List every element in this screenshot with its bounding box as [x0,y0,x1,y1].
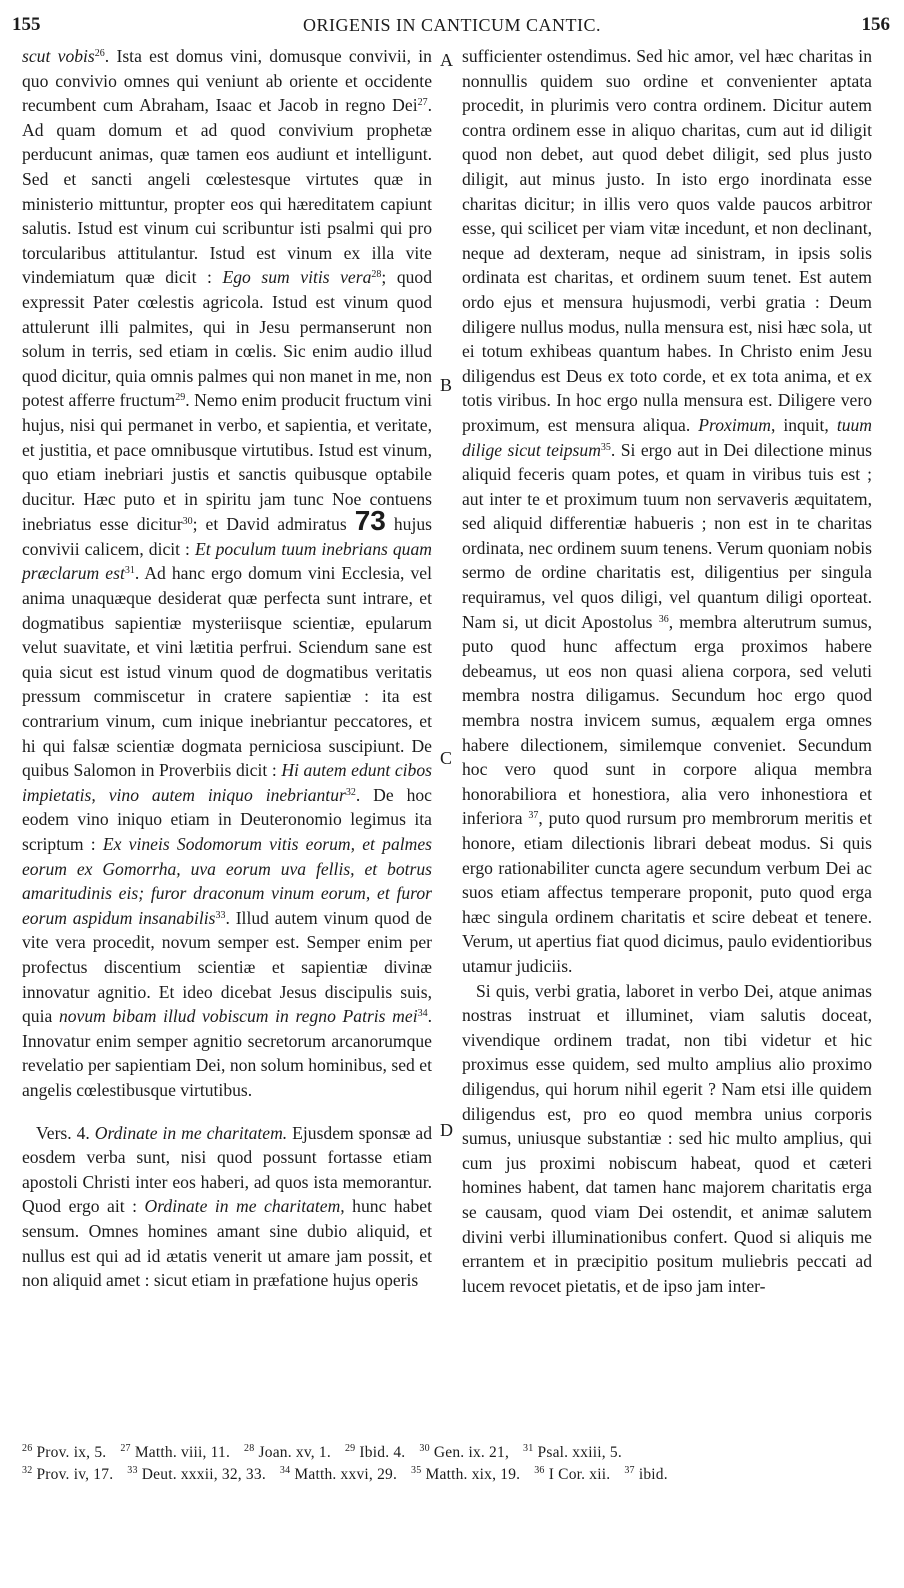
footnote-reference: Joan. xv, 1. [254,1444,331,1461]
left-column [22,44,432,1293]
footnote-number: 31 [523,1443,534,1454]
footnote [534,1466,610,1483]
right-column [462,44,872,1298]
page-header [10,14,894,40]
footnote-number: 36 [534,1465,545,1476]
footnote-number: 26 [22,1443,33,1454]
paragraph: scut vobis$^{26}$. Ista est domus vini, domusque convivii, in quo convivio omnes qui veniunt ab oriente et occidente recumbent cum Abraham, Isaac et Jacob in regno Dei$^{27}$. Ad quam domum et ad quod convivium prophetæ perducunt animas, quæ tamen eos audiunt et intelligunt. Sed et sancti angeli cœlestesque virtutes quæ in ministerio mittuntur, propter eos qui hæreditatem capiunt salutis. Istud est vinum cui scribuntur isti psalmi qui pro torcularibus attitulantur. Istud est vinum ex illa vite vindemiatum quæ dicit : Ego sum vitis vera$^{28}$; quod expressit Pater cœlestis agricola. Istud est vinum quod attulerunt illi palmites, qui in Jesu permanserunt non solum in terris, sed etiam in cœlis. Sic enim audio illud quod dicitur, quia omnis palmes qui non manet in me, non potest afferre fructum$^{29}$. Nemo enim producit fructum vini hujus, nisi qui permanet in verbo, et sapientia, et veritate, et justitia, et pace omnibusque virtutibus. Istud est vinum, quo etiam inebriari justis et sanctis quibusque optabile ducitur. Hæc puto et in spiritu jam tunc Noe contuens inebriatus esse dicitur$^{30}$; et David admiratus 73 hujus convivii calicem, dicit : Et poculum tuum inebrians quam præclarum est$^{31}$. Ad hanc ergo domum vini Ecclesia, vel anima unaquæque desiderat quæ perfecta sunt intrare, et dogmatibus sapientiæ mysteriisque scientiæ, epularum velut suavitate, et vini lætitia perfrui. Sciendum sane est quia sicut est istud vinum quod de dogmatibus veritatis pressum commiscetur in cratere sapientiæ : ita est contrarium vinum, cum inique inebriantur peccatores, et hi qui falsæ scientiæ dogmata perniciosa suscipiunt. De quibus Salomon in Proverbiis dicit : Hi autem edunt cibos impietatis, vino autem iniquo inebriantur$^{32}$. De hoc eodem vino iniquo etiam in Deuteronomio legimus ita scriptum : Ex vineis Sodomorum vitis eorum, et palmes eorum ex Gomorrha, uva eorum uva fellis, et botrus amaritudinis eis; furor draconum vinum eorum, et furor eorum aspidum insanabilis$^{33}$. Illud autem vinum quod de vite vera procedit, novum semper est. Semper enim per profectus discentium scientiæ et sapientiæ divinæ innovatur agnitio. Et ideo dicebat Jesus discipulis suis, quia novum bibam illud vobiscum in regno Patris mei$^{34}$. Innovatur enim semper agnitio secretorum arcanorumque revelatio per sapientiam Dei, non solum hominibus, sed et angelis cœlestibusque virtutibus. [22,46,433,1100]
paragraph: Si quis, verbi gratia, laboret in verbo Dei, atque animas nostras instruat et illuminet, viam salutis doceat, vivendique ordinem tradat, non tibi videtur et hic proximus esse quidem, sed multo amplius alio proximo diligendus, qui horum nihil egerit ? Nam etsi ille quidem diligendus est, pro eo quod membra unius corporis sumus, uniusque substantiæ : sed hic multo amplius, qui cum jus proximi nobiscum habeat, quod et cæteri homines habent, dat tamen hanc majorem charitatis erga se causam, quod viam Dei ostendit, et animæ salutem divini verbi illuminationibus confert. Quod si aliquis me errantem et in præcipitio positum muliebris peccati ad lucem revocet pietatis, et de ipso jam inter- [462,980,872,1296]
footnote [523,1444,622,1461]
page-number-left: 155 [12,14,41,35]
footnote-number: 32 [22,1465,33,1476]
footnote-number: 37 [624,1465,635,1476]
footnote-line [22,1464,888,1486]
footnote-number: 35 [411,1465,422,1476]
footnote [22,1466,113,1483]
margin-letter-d: D [440,1120,453,1140]
footnote-number: 27 [120,1443,131,1454]
footnote-reference: Ibid. 4. [355,1444,406,1461]
footnote [22,1444,106,1461]
paragraph: sufficienter ostendimus. Sed hic amor, vel hæc charitas in nonnullis quidem suo ordine et convenienter aptata procedit, in plurimis vero contra ordinem. Dicitur autem contra ordinem esse in aliquo charitas, cum aut id diligit quod non debet, aut quod debet diligit, sed plus justo diligit, aut minus justo. In isto ergo inordinata esse charitas dicitur; in illis vero quos valde paucos arbitror esse, qui scilicet per viam vitæ incedunt, et non declinant, neque ad dexteram, neque ad sinistram, in ipsis solis ordinata est charitas, et ordinem suum tenet. Est autem ordo ejus et mensura hujusmodi, verbi gratia : Deum diligere nullus modus, nulla mensura est, nisi hæc sola, ut ei totum exhibeas quantum habes. In Christo enim Jesu diligendus est Deus ex toto corde, et ex tota anima, et ex totis viribus. In hoc ergo nulla mensura est. Diligere vero proximum, est mensura aliqua. Proximum, inquit, tuum dilige sicut teipsum$^{35}$. Si ergo aut in Dei dilectione minus aliquid feceris quam potes, et quam in viribus tuis est ; aut inter te et proximum tuum non servaveris æquitatem, sed aliquid differentiæ habueris ; non est in te charitas ordinata, nec ordinem suum tenens. Verum quoniam nobis sermo de ordine charitatis est, diligentius per singula requiramus, vel quos diligi, vel quantum diligi oporteat. Nam si, ut dicit Apostolus $^{36}$, membra alterutrum sumus, puto quod hunc affectum erga proximos habere debeamus, ut eos non quasi aliena corpora, sed veluti membra nostra diligamus. Secundum hoc ergo quod membra nostra invicem sumus, æqualem erga omnes habere dilectionem, similemque conveniet. Secundum hoc vero quod sunt in corpore aliqua membra honorabiliora et honestiora, alia vero inhonestiora et inferiora $^{37}$, puto quod rursum pro membrorum meritis et honore, etiam dilectionis librari debeat modus. Si quis ergo rationabiliter cuncta agere secundum verbum Dei ac suos etiam affectus temperare proponit, puto quod erga hæc singula ordinem charitatis et scire debeat et tenere. Verum, ut apertius fiat quod dicimus, paulo evidentioribus utamur judiciis. [462,46,872,976]
footnote [127,1466,266,1483]
footnote-number: 29 [344,1443,356,1454]
page-number-right: 156 [861,14,890,35]
footnote [419,1444,509,1461]
footnote-reference: Deut. xxxii, 32, 33. [137,1466,266,1483]
footnote-number: 34 [279,1465,291,1476]
footnote [244,1444,331,1461]
margin-letter-c: C [440,748,453,768]
margin-letter-b: B [440,375,453,395]
footnote-reference: ibid. [634,1466,668,1483]
footnote-reference: Prov. iv, 17. [32,1466,114,1483]
footnote-number: 33 [127,1465,138,1476]
footnote-reference: Prov. ix, 5. [32,1444,107,1461]
running-title: ORIGENIS IN CANTICUM CANTIC. [303,15,601,35]
footnote-line [22,1442,888,1464]
column-number: 73 [354,505,386,537]
footnote-reference: Matth. viii, 11. [130,1444,231,1461]
footnote-number: 28 [244,1443,255,1454]
footnote [411,1466,520,1483]
footnote-reference: Gen. ix. 21, [429,1444,510,1461]
footnote [624,1466,667,1483]
footnote-reference: Matth. xxvi, 29. [290,1466,398,1483]
footnote-reference: Psal. xxiii, 5. [533,1444,622,1461]
footnote [120,1444,230,1461]
paragraph-verse-4: Vers. 4. Ordinate in me charitatem. Ejusdem sponsæ ad eosdem verba sunt, nisi quod possunt fortasse etiam apostoli Christi inter eos haberi, ad quos ista memorantur. Quod ergo ait : Ordinate in me charitatem, hunc habet sensum. Omnes homines amant sine dubio aliquid, et nullus est qui ad id ætatis venerit ut amare jam possit, et non aliquid amet : sicut etiam in præfatione hujus operis [22,1122,432,1291]
footnotes [22,1442,888,1486]
footnote-reference: I Cor. xii. [544,1466,611,1483]
margin-letter-a: A [440,50,453,70]
footnote-reference: Matth. xix, 19. [421,1466,521,1483]
footnote [345,1444,405,1461]
footnote [280,1466,397,1483]
footnote-number: 30 [419,1443,430,1454]
